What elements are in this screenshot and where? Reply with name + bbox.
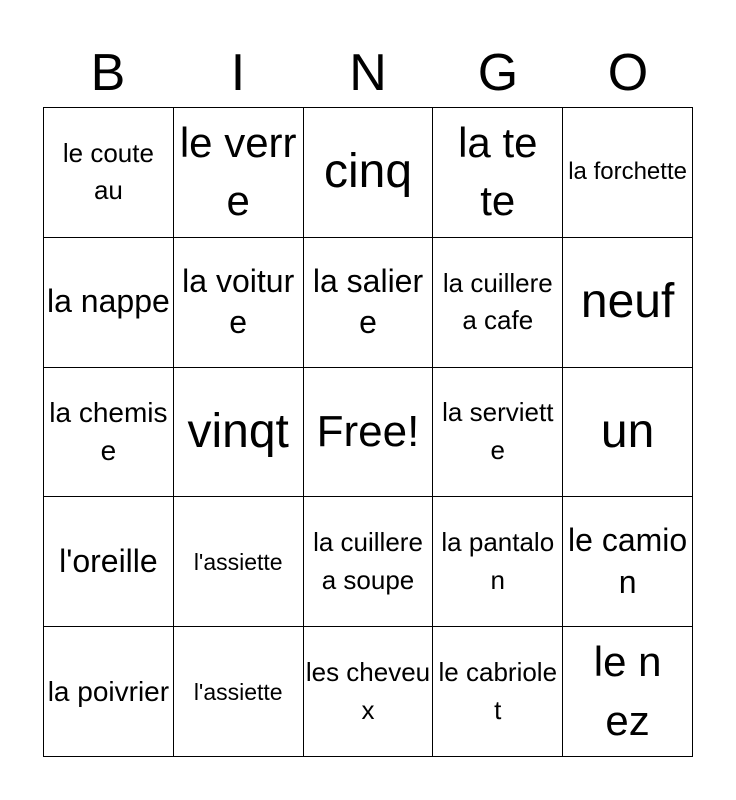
bingo-cell[interactable]: le cabriolet <box>433 627 563 757</box>
bingo-cell[interactable]: la forchette <box>563 108 693 238</box>
header-letter-o: O <box>607 44 649 102</box>
bingo-cell[interactable]: l'assiette <box>174 497 304 627</box>
bingo-cell[interactable]: la saliere <box>304 238 434 368</box>
bingo-cell[interactable]: la voiture <box>174 238 304 368</box>
bingo-cell[interactable]: le couteau <box>44 108 174 238</box>
bingo-cell[interactable]: neuf <box>563 238 693 368</box>
bingo-grid <box>43 107 693 757</box>
bingo-cell[interactable]: la tete <box>433 108 563 238</box>
bingo-cell[interactable]: le nez <box>563 627 693 757</box>
bingo-cell[interactable]: cinq <box>304 108 434 238</box>
header-letter-i: I <box>230 44 246 102</box>
header-letter-g: G <box>477 44 519 102</box>
bingo-cell[interactable]: la nappe <box>44 238 174 368</box>
bingo-header <box>43 40 693 106</box>
bingo-cell[interactable]: la cuillere a soupe <box>304 497 434 627</box>
bingo-cell[interactable]: l'oreille <box>44 497 174 627</box>
bingo-cell[interactable]: l'assiette <box>174 627 304 757</box>
bingo-cell[interactable]: la chemise <box>44 368 174 498</box>
bingo-cell[interactable]: vinqt <box>174 368 304 498</box>
header-letter-n: N <box>349 44 387 102</box>
bingo-cell[interactable]: la serviette <box>433 368 563 498</box>
bingo-cell[interactable]: la poivrier <box>44 627 174 757</box>
bingo-cell[interactable]: le verre <box>174 108 304 238</box>
bingo-cell[interactable]: les cheveux <box>304 627 434 757</box>
bingo-cell[interactable]: la pantalon <box>433 497 563 627</box>
bingo-cell[interactable]: la cuillere a cafe <box>433 238 563 368</box>
header-letter-b: B <box>90 44 126 102</box>
bingo-cell[interactable]: un <box>563 368 693 498</box>
bingo-cell[interactable]: le camion <box>563 497 693 627</box>
bingo-cell[interactable]: Free! <box>304 368 434 498</box>
